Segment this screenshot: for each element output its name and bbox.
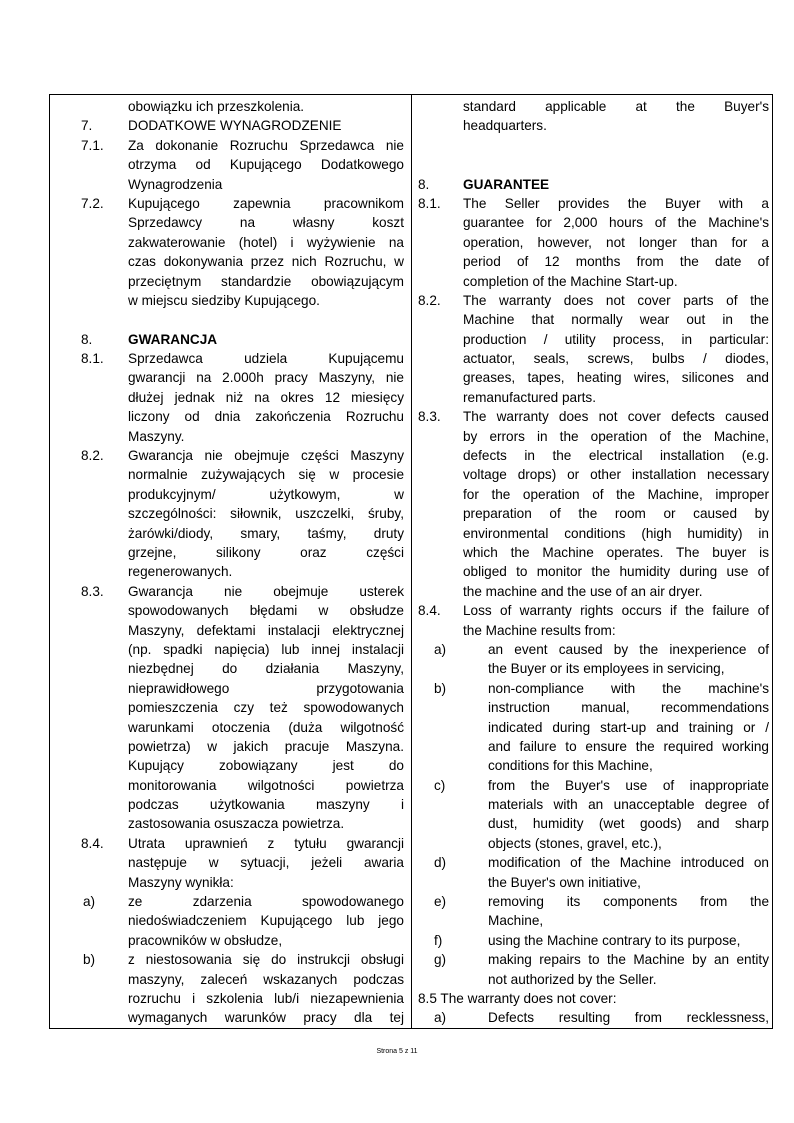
clause-text: DODATKOWE WYNAGRODZENIE xyxy=(128,118,342,134)
left-text-line xyxy=(50,911,411,930)
right-text-line xyxy=(412,989,772,1008)
left-text-line xyxy=(50,116,411,135)
clause-text: modification of the Machine introduced on xyxy=(488,855,769,871)
clause-number xyxy=(50,601,128,620)
clause-number xyxy=(412,330,463,349)
clause-text: materials with an unacceptable degree of xyxy=(488,797,769,813)
left-text-line xyxy=(50,737,411,756)
clause-number xyxy=(50,524,128,543)
left-text-line xyxy=(50,233,411,252)
left-text-line xyxy=(50,1008,411,1027)
right-text-line xyxy=(412,310,772,329)
clause-number xyxy=(50,776,128,795)
clause-text: Defects resulting from recklessness, xyxy=(488,1010,769,1026)
clause-number xyxy=(50,155,128,174)
right-text-line xyxy=(412,892,772,911)
clause-text: niedoświadczeniem Kupującego lub jego xyxy=(128,913,404,929)
clause-text: grzejne, silikony oraz części xyxy=(128,544,404,560)
clause-number xyxy=(50,737,128,756)
clause-number xyxy=(412,427,463,446)
left-text-line xyxy=(50,194,411,213)
clause-number xyxy=(50,621,128,640)
left-text-line xyxy=(50,698,411,717)
right-text-line xyxy=(412,679,772,698)
clause-number xyxy=(50,853,128,872)
clause-text: for the operation of the Machine, improper xyxy=(463,486,769,502)
left-text-line xyxy=(50,814,411,833)
clause-text: remanufactured parts. xyxy=(463,389,596,405)
right-text-line xyxy=(412,116,772,135)
right-text-line xyxy=(412,465,772,484)
left-text-line xyxy=(50,97,411,116)
clause-number: g) xyxy=(434,952,447,968)
right-text-line xyxy=(412,698,772,717)
clause-text: dłużej jednak niż na okres 12 miesięcy xyxy=(128,389,404,405)
clause-number xyxy=(412,873,488,892)
clause-text: niezbędnej do działania Maszyny, xyxy=(128,661,404,677)
right-text-line xyxy=(412,233,772,252)
clause-text: Za dokonanie Rozruchu Sprzedawca nie xyxy=(128,137,404,153)
clause-number xyxy=(412,485,463,504)
clause-number xyxy=(412,582,463,601)
clause-text: Maszyny wynikła: xyxy=(128,874,234,890)
clause-text: the Buyer or its employees in servicing, xyxy=(488,661,725,677)
clause-text: dust, humidity (wet goods) and sharp xyxy=(488,816,769,832)
clause-text: maszyny, zaleceń wskazanych podczas xyxy=(128,971,404,987)
left-text-line xyxy=(50,155,411,174)
clause-number xyxy=(50,252,128,271)
clause-number xyxy=(412,718,488,737)
right-text-line xyxy=(412,194,772,213)
clause-text: Loss of warranty rights occurs if the failure of xyxy=(463,603,769,619)
clause-text: guarantee for 2,000 hours of the Machine's xyxy=(463,215,769,231)
clause-text xyxy=(128,310,411,329)
clause-number: a) xyxy=(434,1010,447,1026)
clause-text: voltage drops) or other installation necessary xyxy=(463,467,769,483)
clause-text: production / utility process, in particular: xyxy=(463,331,769,347)
clause-number xyxy=(50,659,128,678)
right-text-line xyxy=(412,291,772,310)
clause-text: not authorized by the Seller. xyxy=(488,971,657,987)
right-text-line xyxy=(412,931,772,950)
clause-text: Gwarancja nie obejmuje usterek xyxy=(128,583,404,599)
clause-number xyxy=(412,756,488,775)
right-text-line xyxy=(412,795,772,814)
clause-text: conditions for this Machine, xyxy=(488,758,653,774)
clause-number xyxy=(412,504,463,523)
clause-text: period of 12 months from the date of xyxy=(463,254,769,270)
contract-bilingual-table xyxy=(49,94,773,1029)
clause-text: objects (stones, gravel, etc.), xyxy=(488,835,662,851)
clause-number: a) xyxy=(83,894,96,910)
clause-text: using the Machine contrary to its purpose, xyxy=(488,932,741,948)
clause-number xyxy=(412,349,463,368)
right-text-line xyxy=(412,543,772,562)
clause-text: czas dokonywania przez nich Rozruchu, w xyxy=(128,254,404,270)
clause-number: 8.2. xyxy=(81,448,104,464)
clause-number xyxy=(412,698,488,717)
right-text-line xyxy=(412,252,772,271)
page-number-footer: Strona 5 z 11 xyxy=(376,1048,418,1055)
clause-text: obliged to monitor the humidity during use of xyxy=(463,564,769,580)
polish-column xyxy=(50,95,412,1029)
clause-text: następuje w sytuacji, jeżeli awaria xyxy=(128,855,404,871)
clause-text: nieprawidłowego przygotowania xyxy=(128,680,404,696)
clause-text: Sprzedawca udziela Kupującemu xyxy=(128,351,404,367)
clause-number xyxy=(412,621,463,640)
clause-text: The warranty does not cover parts of the xyxy=(463,292,769,308)
clause-text: pracowników w obsłudze, xyxy=(128,932,283,948)
right-text-line xyxy=(412,330,772,349)
clause-number xyxy=(50,388,128,407)
right-text-line xyxy=(412,1008,772,1027)
clause-number xyxy=(50,989,128,1008)
clause-text: zastosowania osuszacza powietrza. xyxy=(128,816,345,832)
clause-number xyxy=(412,795,488,814)
clause-text: Kupującego zapewnia pracownikom xyxy=(128,195,404,211)
clause-number: 8.1. xyxy=(418,195,441,211)
clause-number xyxy=(412,272,463,291)
clause-number: a) xyxy=(434,641,447,657)
clause-number xyxy=(412,562,463,581)
left-text-line xyxy=(50,621,411,640)
clause-number xyxy=(412,970,488,989)
clause-number: c) xyxy=(434,777,446,793)
right-text-line xyxy=(412,621,772,640)
left-text-line xyxy=(50,950,411,969)
left-text-line xyxy=(50,291,411,310)
clause-text: operation, however, not longer than for a xyxy=(463,234,769,250)
clause-text: monitorowania wilgotności powietrza xyxy=(128,777,404,793)
english-text-lines xyxy=(412,95,772,1028)
clause-text: podczas użytkowania maszyny i xyxy=(128,797,404,813)
clause-text: The Seller provides the Buyer with a xyxy=(463,195,769,211)
clause-number xyxy=(412,136,463,155)
clause-text: greases, tapes, heating wires, silicones and xyxy=(463,370,769,386)
clause-number xyxy=(412,310,463,329)
right-text-line xyxy=(412,368,772,387)
left-text-line xyxy=(50,504,411,523)
left-text-line xyxy=(50,252,411,271)
left-text-line xyxy=(50,659,411,678)
right-text-line xyxy=(412,446,772,465)
left-text-line xyxy=(50,310,411,329)
right-text-line xyxy=(412,853,772,872)
right-text-line xyxy=(412,834,772,853)
clause-text: wymaganych warunków pracy dla tej xyxy=(128,1010,404,1026)
clause-number xyxy=(50,310,128,329)
right-text-line xyxy=(412,97,772,116)
right-text-line xyxy=(412,950,772,969)
clause-number xyxy=(50,640,128,659)
clause-text: standard applicable at the Buyer's xyxy=(463,99,769,114)
clause-number xyxy=(412,814,488,833)
clause-text: Wynagrodzenia xyxy=(128,176,223,192)
clause-text: regenerowanych. xyxy=(128,564,233,580)
clause-number: 7. xyxy=(81,118,93,134)
left-text-line xyxy=(50,776,411,795)
right-text-line xyxy=(412,737,772,756)
clause-number xyxy=(50,465,128,484)
clause-number xyxy=(50,756,128,775)
clause-number xyxy=(412,155,463,174)
clause-text: by errors in the operation of the Machine, xyxy=(463,428,769,444)
left-text-line xyxy=(50,175,411,194)
right-text-line xyxy=(412,601,772,620)
clause-number: b) xyxy=(83,952,96,968)
clause-number xyxy=(412,543,463,562)
polish-text-lines xyxy=(50,95,411,1028)
clause-number xyxy=(50,931,128,950)
clause-number: 8.4. xyxy=(81,835,104,851)
clause-number xyxy=(412,368,463,387)
clause-text: 8.5 The warranty does not cover: xyxy=(418,990,617,1006)
left-text-line xyxy=(50,465,411,484)
clause-text: The warranty does not cover defects caused xyxy=(463,409,769,425)
clause-text: and failure to ensure the required working xyxy=(488,738,769,754)
clause-text: ze zdarzenia spowodowanego xyxy=(128,894,404,910)
right-text-line xyxy=(412,485,772,504)
clause-number: 8.2. xyxy=(418,292,441,308)
clause-text: (np. spadki napięcia) lub innej instalacji xyxy=(128,641,404,657)
left-text-line xyxy=(50,446,411,465)
right-text-line xyxy=(412,814,772,833)
right-text-line xyxy=(412,407,772,426)
clause-number xyxy=(412,116,463,135)
clause-text: z niestosowania się do instrukcji obsługi xyxy=(128,952,404,968)
left-text-line xyxy=(50,989,411,1008)
clause-number xyxy=(412,97,463,116)
right-text-line xyxy=(412,582,772,601)
left-text-line xyxy=(50,679,411,698)
left-text-line xyxy=(50,834,411,853)
clause-number xyxy=(412,446,463,465)
clause-number xyxy=(50,679,128,698)
clause-text: making repairs to the Machine by an entity xyxy=(488,952,769,968)
clause-number xyxy=(50,504,128,523)
clause-number xyxy=(50,368,128,387)
clause-number xyxy=(50,543,128,562)
right-text-line xyxy=(412,175,772,194)
clause-text: Utrata uprawnień z tytułu gwarancji xyxy=(128,835,404,851)
left-text-line xyxy=(50,756,411,775)
clause-text: Gwarancja nie obejmuje części Maszyny xyxy=(128,448,404,464)
clause-text: w miejscu siedziby Kupującego. xyxy=(128,292,320,308)
clause-number: 8.1. xyxy=(81,351,104,367)
right-text-line xyxy=(412,272,772,291)
left-text-line xyxy=(50,795,411,814)
clause-number xyxy=(50,873,128,892)
clause-number: 7.1. xyxy=(81,137,104,153)
clause-number: 8.3. xyxy=(418,409,441,425)
clause-number xyxy=(50,718,128,737)
clause-text xyxy=(463,136,772,155)
clause-number xyxy=(412,659,488,678)
clause-text: rozruchu i szkolenia lub/i niezapewnienia xyxy=(128,990,404,1006)
clause-number xyxy=(50,427,128,446)
clause-number xyxy=(50,795,128,814)
left-text-line xyxy=(50,407,411,426)
right-text-line xyxy=(412,155,772,174)
right-text-line xyxy=(412,659,772,678)
clause-number: d) xyxy=(434,855,447,871)
left-text-line xyxy=(50,970,411,989)
clause-number xyxy=(50,97,128,116)
left-text-line xyxy=(50,931,411,950)
clause-text: zakwaterowanie (hotel) i wyżywienie na xyxy=(128,234,404,250)
left-text-line xyxy=(50,427,411,446)
right-text-line xyxy=(412,562,772,581)
clause-text: headquarters. xyxy=(463,118,547,134)
clause-number xyxy=(50,233,128,252)
clause-text: spowodowanych błędami w obsłudze xyxy=(128,603,404,619)
right-text-line xyxy=(412,718,772,737)
clause-text: warunkami otoczenia (duża wilgotność xyxy=(128,719,404,735)
clause-text: normalnie zużywających się w procesie xyxy=(128,467,404,483)
left-text-line xyxy=(50,349,411,368)
clause-number xyxy=(412,834,488,853)
right-text-line xyxy=(412,776,772,795)
clause-text: gwarancji na 2.000h pracy Maszyny, nie xyxy=(128,370,404,386)
clause-text: produkcyjnym/ użytkowym, w xyxy=(128,486,404,502)
clause-text: actuator, seals, screws, bulbs / diodes, xyxy=(463,351,769,367)
right-text-line xyxy=(412,970,772,989)
clause-text: powietrza) w jakich pracuje Maszyna. xyxy=(128,738,404,754)
clause-text: Sprzedawcy na własny koszt xyxy=(128,215,404,231)
right-text-line xyxy=(412,136,772,155)
clause-number xyxy=(50,213,128,232)
left-text-line xyxy=(50,388,411,407)
clause-text: removing its components from the xyxy=(488,894,769,910)
clause-text: environmental conditions (high humidity) in xyxy=(463,525,769,541)
clause-number xyxy=(412,252,463,271)
clause-text: żarówki/diody, smary, taśmy, druty xyxy=(128,525,404,541)
left-text-line xyxy=(50,582,411,601)
clause-text: non-compliance with the machine's xyxy=(488,680,769,696)
left-text-line xyxy=(50,213,411,232)
right-text-line xyxy=(412,213,772,232)
left-text-line xyxy=(50,136,411,155)
clause-text: liczony od dnia zakończenia Rozruchu xyxy=(128,409,404,425)
clause-text: GUARANTEE xyxy=(463,176,550,192)
clause-number xyxy=(50,698,128,717)
clause-text: GWARANCJA xyxy=(128,331,218,347)
clause-number xyxy=(50,175,128,194)
english-column xyxy=(412,95,773,1029)
clause-text: Maszyny. xyxy=(128,428,185,444)
clause-text: Maszyny, defektami instalacji elektrycznej xyxy=(128,622,404,638)
clause-number xyxy=(412,465,463,484)
clause-number: f) xyxy=(434,932,443,948)
right-text-line xyxy=(412,388,772,407)
clause-number xyxy=(50,911,128,930)
left-text-line xyxy=(50,892,411,911)
clause-number: 8. xyxy=(418,176,430,192)
clause-number: 8.4. xyxy=(418,603,441,619)
clause-text: obowiązku ich przeszkolenia. xyxy=(128,99,305,114)
clause-text: Machine, xyxy=(488,913,544,929)
clause-text: preparation of the room or caused by xyxy=(463,506,769,522)
clause-number xyxy=(50,272,128,291)
clause-text: pomieszczenia czy też spowodowanych xyxy=(128,700,404,716)
clause-number xyxy=(412,213,463,232)
clause-number xyxy=(50,562,128,581)
clause-text: an event caused by the inexperience of xyxy=(488,641,769,657)
clause-number xyxy=(50,970,128,989)
right-text-line xyxy=(412,524,772,543)
clause-text: otrzyma od Kupującego Dodatkowego xyxy=(128,157,404,173)
clause-text: przeciętnym standardzie obowiązującym xyxy=(128,273,404,289)
clause-text: the Buyer's own initiative, xyxy=(488,874,641,890)
clause-number xyxy=(50,485,128,504)
clause-number xyxy=(50,814,128,833)
clause-number: e) xyxy=(434,894,447,910)
clause-number xyxy=(50,407,128,426)
left-text-line xyxy=(50,601,411,620)
clause-number xyxy=(50,291,128,310)
clause-number xyxy=(50,1008,128,1027)
right-text-line xyxy=(412,640,772,659)
clause-text: defects in the electrical installation (e.g. xyxy=(463,448,769,464)
left-text-line xyxy=(50,330,411,349)
clause-number: 8.3. xyxy=(81,583,104,599)
left-text-line xyxy=(50,485,411,504)
clause-text: instruction manual, recommendations xyxy=(488,700,769,716)
left-text-line xyxy=(50,853,411,872)
left-text-line xyxy=(50,640,411,659)
clause-text: Machine that normally wear out in the xyxy=(463,312,769,328)
right-text-line xyxy=(412,756,772,775)
clause-number xyxy=(412,388,463,407)
clause-text: the machine and the use of an air dryer. xyxy=(463,583,703,599)
clause-number: 7.2. xyxy=(81,195,104,211)
clause-number xyxy=(412,737,488,756)
clause-text xyxy=(463,155,772,174)
clause-text: which the Machine operates. The buyer is xyxy=(463,544,769,560)
right-text-line xyxy=(412,911,772,930)
left-text-line xyxy=(50,368,411,387)
right-text-line xyxy=(412,427,772,446)
left-text-line xyxy=(50,524,411,543)
clause-number xyxy=(412,524,463,543)
right-text-line xyxy=(412,873,772,892)
clause-number: 8. xyxy=(81,331,93,347)
clause-text: Kupujący zobowiązany jest do xyxy=(128,758,404,774)
left-text-line xyxy=(50,873,411,892)
left-text-line xyxy=(50,543,411,562)
clause-number xyxy=(412,911,488,930)
clause-text: szczególności: siłownik, uszczelki, śruby, xyxy=(128,506,404,522)
left-text-line xyxy=(50,562,411,581)
right-text-line xyxy=(412,349,772,368)
clause-text: indicated during start-up and training or / xyxy=(488,719,769,735)
clause-number: b) xyxy=(434,680,447,696)
left-text-line xyxy=(50,718,411,737)
left-text-line xyxy=(50,272,411,291)
clause-number xyxy=(412,233,463,252)
clause-text: the Machine results from: xyxy=(463,622,616,638)
clause-text: completion of the Machine Start-up. xyxy=(463,273,678,289)
right-text-line xyxy=(412,504,772,523)
clause-text: from the Buyer's use of inappropriate xyxy=(488,777,769,793)
